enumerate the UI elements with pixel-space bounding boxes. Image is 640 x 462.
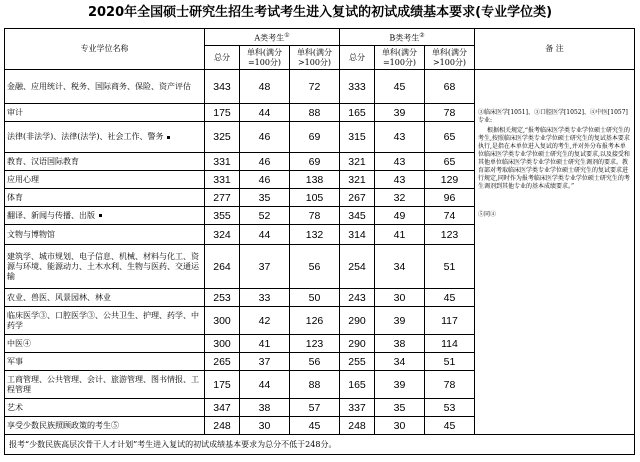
a-single-over: 78 xyxy=(290,207,340,225)
b-total-header: 总分 xyxy=(340,46,375,70)
b-single-100: 39 xyxy=(375,104,425,122)
a-total: 248 xyxy=(205,417,240,435)
b-single-100: 34 xyxy=(375,353,425,371)
field-name: 建筑学、城市规划、电子信息、机械、材料与化工、资源与环境、能源动力、土木水利、生物与医药、交通运输 xyxy=(5,245,205,289)
b-total: 345 xyxy=(340,207,375,225)
field-header-label: 专业学位名称 xyxy=(80,44,129,53)
b-single-over: 129 xyxy=(425,171,475,189)
b-total: 290 xyxy=(340,307,375,335)
b-single-100: 43 xyxy=(375,171,425,189)
b-single-over: 45 xyxy=(425,417,475,435)
a-total: 331 xyxy=(205,153,240,171)
a-total: 264 xyxy=(205,245,240,289)
b-single-over: 96 xyxy=(425,189,475,207)
group-a-header: A类考生① xyxy=(205,29,340,46)
b-single-over: 114 xyxy=(425,335,475,353)
a-total: 324 xyxy=(205,225,240,245)
field-name: 享受少数民族照顾政策的考生⑤ xyxy=(5,417,205,435)
notes-cell xyxy=(475,70,635,435)
field-header xyxy=(5,29,205,70)
table-row xyxy=(5,70,635,104)
b-single-100: 30 xyxy=(375,417,425,435)
b-single-over: 68 xyxy=(425,70,475,104)
field-name: 体育 xyxy=(5,189,205,207)
a-single-over: 56 xyxy=(290,245,340,289)
b-total: 333 xyxy=(340,70,375,104)
a-total: 265 xyxy=(205,353,240,371)
a-single-over: 72 xyxy=(290,70,340,104)
b-total: 321 xyxy=(340,153,375,171)
b-single-over: 123 xyxy=(425,225,475,245)
note-3: ⑤同④ xyxy=(478,211,497,218)
a-total: 347 xyxy=(205,399,240,417)
field-name: 军事 xyxy=(5,353,205,371)
a-single-over: 50 xyxy=(290,289,340,307)
b-single-over: 117 xyxy=(425,307,475,335)
page-title: 2020年全国硕士研究生招生考试考生进入复试的初试成绩基本要求(专业学位类) xyxy=(87,5,553,20)
b-total: 315 xyxy=(340,122,375,153)
a-single-100: 37 xyxy=(240,245,290,289)
a-single-over: 123 xyxy=(290,335,340,353)
a-single-100: 44 xyxy=(240,104,290,122)
b-single-100: 34 xyxy=(375,245,425,289)
b-single-100: 32 xyxy=(375,189,425,207)
b-total: 314 xyxy=(340,225,375,245)
a-single-over: 69 xyxy=(290,122,340,153)
a-single-100: 48 xyxy=(240,70,290,104)
field-name: 艺术 xyxy=(5,399,205,417)
b-single-over: 51 xyxy=(425,245,475,289)
field-name: 审计 xyxy=(5,104,205,122)
a-single-100: 44 xyxy=(240,371,290,399)
b-single-over: 51 xyxy=(425,353,475,371)
a-total: 325 xyxy=(205,122,240,153)
b-total: 337 xyxy=(340,399,375,417)
b-single-100: 39 xyxy=(375,371,425,399)
b-single-100: 38 xyxy=(375,335,425,353)
b-single-over: 45 xyxy=(425,289,475,307)
a-single-100: 33 xyxy=(240,289,290,307)
group-b-header: B类考生② xyxy=(340,29,475,46)
a-single-over: 69 xyxy=(290,153,340,171)
b-total: 290 xyxy=(340,335,375,353)
b-single-100: 43 xyxy=(375,153,425,171)
a-single-over: 45 xyxy=(290,417,340,435)
a-single-over: 88 xyxy=(290,371,340,399)
a-single-over: 105 xyxy=(290,189,340,207)
a-single-over: 126 xyxy=(290,307,340,335)
a-single-over: 56 xyxy=(290,353,340,371)
a-single-100: 41 xyxy=(240,335,290,353)
a-single-100: 35 xyxy=(240,189,290,207)
a-single-100: 46 xyxy=(240,171,290,189)
a-single-100: 46 xyxy=(240,122,290,153)
b-single-100: 39 xyxy=(375,307,425,335)
a-single-over: 132 xyxy=(290,225,340,245)
field-name: 教育、汉语国际教育 xyxy=(5,153,205,171)
b-single-100: 43 xyxy=(375,122,425,153)
notes-header: 备 注 xyxy=(475,29,635,70)
field-name: 农业、兽医、风景园林、林业 xyxy=(5,289,205,307)
b-single-over: 53 xyxy=(425,399,475,417)
note-2: 根据相关规定,“报考临床医学类专业学位硕士研究生的考生,按照临床医学类专业学位硕士研究生的复试基本要求执行,是指在本单位进入复试的考生,并对外分布报考本单位临床医学类专业学位硕士研究生的复试要求,以及接受和其他单位临床医学类专业学位硕士研究生调剂的要求。教育部对考取临床医学类专业学位硕士研究生的复试要求进行规定,同时作为报考临床医学类专业学位硕士研究生的考生调剂到其他专业的基本成绩要求。” xyxy=(478,127,630,190)
b-single-over: 78 xyxy=(425,104,475,122)
a-single-over-header: 单科(满分>100分) xyxy=(290,46,340,70)
field-name: 中医④ xyxy=(5,335,205,353)
a-single-100: 52 xyxy=(240,207,290,225)
a-single-100: 37 xyxy=(240,353,290,371)
a-total: 355 xyxy=(205,207,240,225)
a-single-100: 30 xyxy=(240,417,290,435)
field-name: 工商管理、公共管理、会计、旅游管理、图书情报、工程管理 xyxy=(5,371,205,399)
a-total: 343 xyxy=(205,70,240,104)
b-total: 267 xyxy=(340,189,375,207)
field-name: 文物与博物馆 xyxy=(5,225,205,245)
b-single-100: 30 xyxy=(375,289,425,307)
a-total: 253 xyxy=(205,289,240,307)
a-total: 300 xyxy=(205,307,240,335)
b-single-over: 65 xyxy=(425,153,475,171)
a-single-100: 44 xyxy=(240,225,290,245)
field-name: 应用心理 xyxy=(5,171,205,189)
b-single-100: 41 xyxy=(375,225,425,245)
a-single-100-header: 单科(满分=100分) xyxy=(240,46,290,70)
b-total: 321 xyxy=(340,171,375,189)
b-single-over: 74 xyxy=(425,207,475,225)
b-total: 255 xyxy=(340,353,375,371)
field-name: 翻译、新闻与传播、出版 xyxy=(5,207,205,225)
footnote: 报考“少数民族高层次骨干人才计划”考生进入复试的初试成绩基本要求为总分不低于248分。 xyxy=(5,435,635,455)
a-total-header: 总分 xyxy=(205,46,240,70)
a-single-100: 38 xyxy=(240,399,290,417)
a-single-over: 138 xyxy=(290,171,340,189)
a-total: 277 xyxy=(205,189,240,207)
a-single-over: 57 xyxy=(290,399,340,417)
b-single-over-header: 单科(满分>100分) xyxy=(425,46,475,70)
field-name: 法律(非法学)、法律(法学)、社会工作、警务 xyxy=(5,122,205,153)
a-total: 175 xyxy=(205,104,240,122)
b-total: 248 xyxy=(340,417,375,435)
b-single-100: 45 xyxy=(375,70,425,104)
b-total: 165 xyxy=(340,371,375,399)
square-marker-icon xyxy=(167,136,170,139)
field-name: 金融、应用统计、税务、国际商务、保险、资产评估 xyxy=(5,70,205,104)
b-single-100-header: 单科(满分=100分) xyxy=(375,46,425,70)
b-total: 165 xyxy=(340,104,375,122)
b-total: 243 xyxy=(340,289,375,307)
b-single-100: 49 xyxy=(375,207,425,225)
b-single-over: 65 xyxy=(425,122,475,153)
score-table xyxy=(4,28,635,455)
a-total: 331 xyxy=(205,171,240,189)
a-total: 300 xyxy=(205,335,240,353)
b-total: 254 xyxy=(340,245,375,289)
a-single-over: 88 xyxy=(290,104,340,122)
b-single-100: 35 xyxy=(375,399,425,417)
field-name: 临床医学③、口腔医学③、公共卫生、护理、药学、中药学 xyxy=(5,307,205,335)
a-total: 175 xyxy=(205,371,240,399)
a-single-100: 46 xyxy=(240,153,290,171)
note-1: ③临床医学[1051]、③口腔医学[1052]、④中医[1057]专业: xyxy=(478,109,628,124)
square-marker-icon xyxy=(99,214,102,217)
a-single-100: 42 xyxy=(240,307,290,335)
b-single-over: 78 xyxy=(425,371,475,399)
